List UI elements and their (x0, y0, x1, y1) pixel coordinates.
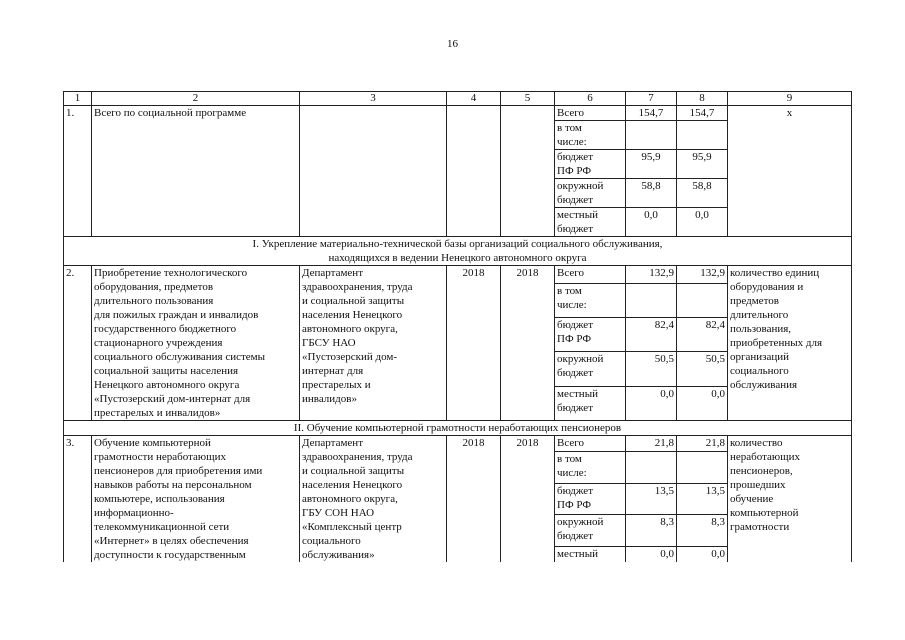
amount-col7: 13,5 (626, 483, 677, 514)
year-end: 2018 (501, 266, 555, 421)
amount-col7: 0,0 (626, 386, 677, 420)
result-indicator: количество неработающих пенсионеров, прошедших обучение компьютерной грамотности (728, 436, 852, 563)
amount-col7: 95,9 (626, 150, 677, 179)
activity-name: Обучение компьютерной грамотности неработающих пенсионеров для приобретения ими навыков работы на персональном компьютере, использования информационно- телекоммуникационной сети «Интернет» в целях обеспечения доступности к государственным (92, 436, 300, 563)
fund-source-label: окружной бюджет (555, 515, 626, 546)
amount-col7 (626, 283, 677, 317)
amount-col8 (677, 121, 728, 150)
column-header-3: 3 (300, 92, 447, 106)
section-title: I. Укрепление материально-технической базы организаций социального обслуживания, находящихся в ведении Ненецкого автономного округа (64, 237, 852, 266)
amount-col8 (677, 452, 728, 483)
amount-col8: 82,4 (677, 318, 728, 352)
amount-col8: 0,0 (677, 208, 728, 237)
amount-col8: 8,3 (677, 515, 728, 546)
amount-col8: 95,9 (677, 150, 728, 179)
amount-col7 (626, 121, 677, 150)
fund-source-label: Всего (555, 266, 626, 284)
fund-source-label: местный (555, 546, 626, 562)
row-number: 1. (64, 106, 92, 237)
program-table (63, 91, 852, 562)
amount-col7: 21,8 (626, 436, 677, 452)
column-header-4: 4 (447, 92, 501, 106)
fund-source-label: бюджет ПФ РФ (555, 483, 626, 514)
amount-col7: 82,4 (626, 318, 677, 352)
executor: Департамент здравоохранения, труда и социальной защиты населения Ненецкого автономного округа, ГБУ СОН НАО «Комплексный центр социального обслуживания» (300, 436, 447, 563)
column-header-5: 5 (501, 92, 555, 106)
row-number: 2. (64, 266, 92, 421)
amount-col7: 132,9 (626, 266, 677, 284)
amount-col7: 0,0 (626, 546, 677, 562)
year-start: 2018 (447, 436, 501, 563)
activity-name: Всего по социальной программе (92, 106, 300, 237)
fund-source-label: в том числе: (555, 452, 626, 483)
fund-source-label: бюджет ПФ РФ (555, 150, 626, 179)
column-header-1: 1 (64, 92, 92, 106)
amount-col8: 50,5 (677, 352, 728, 386)
amount-col8: 13,5 (677, 483, 728, 514)
column-header-8: 8 (677, 92, 728, 106)
year-end: 2018 (501, 436, 555, 563)
amount-col7: 50,5 (626, 352, 677, 386)
result-indicator: х (728, 106, 852, 237)
column-header-2: 2 (92, 92, 300, 106)
fund-source-label: Всего (555, 436, 626, 452)
section-title: II. Обучение компьютерной грамотности неработающих пенсионеров (64, 421, 852, 436)
amount-col7: 154,7 (626, 106, 677, 121)
year-start (447, 106, 501, 237)
amount-col7: 58,8 (626, 179, 677, 208)
column-header-7: 7 (626, 92, 677, 106)
executor (300, 106, 447, 237)
amount-col8 (677, 283, 728, 317)
header-row (64, 92, 852, 106)
section-row (64, 237, 852, 266)
column-header-6: 6 (555, 92, 626, 106)
amount-col7: 8,3 (626, 515, 677, 546)
table-row (64, 436, 852, 452)
fund-source-label: в том числе: (555, 283, 626, 317)
section-row (64, 421, 852, 436)
fund-source-label: Всего (555, 106, 626, 121)
row-number: 3. (64, 436, 92, 563)
fund-source-label: окружной бюджет (555, 179, 626, 208)
amount-col8: 132,9 (677, 266, 728, 284)
year-start: 2018 (447, 266, 501, 421)
fund-source-label: местный бюджет (555, 386, 626, 420)
amount-col8: 21,8 (677, 436, 728, 452)
table-row (64, 106, 852, 121)
page-number: 16 (447, 38, 458, 50)
amount-col8: 0,0 (677, 546, 728, 562)
fund-source-label: местный бюджет (555, 208, 626, 237)
column-header-9: 9 (728, 92, 852, 106)
fund-source-label: окружной бюджет (555, 352, 626, 386)
year-end (501, 106, 555, 237)
executor: Департамент здравоохранения, труда и социальной защиты населения Ненецкого автономного округа, ГБСУ НАО «Пустозерский дом- интернат для престарелых и инвалидов» (300, 266, 447, 421)
amount-col8: 58,8 (677, 179, 728, 208)
table-row (64, 266, 852, 284)
amount-col7 (626, 452, 677, 483)
amount-col8: 154,7 (677, 106, 728, 121)
activity-name: Приобретение технологического оборудования, предметов длительного пользования для пожилых граждан и инвалидов государственного бюджетного стационарного учреждения социального обслуживания системы социальной защиты населения Ненецкого автономного округа «Пустозерский дом-интернат для престарелых и инвалидов» (92, 266, 300, 421)
fund-source-label: в том числе: (555, 121, 626, 150)
result-indicator: количество единиц оборудования и предметов длительного пользования, приобретенных для организаций социального обслуживания (728, 266, 852, 421)
amount-col7: 0,0 (626, 208, 677, 237)
amount-col8: 0,0 (677, 386, 728, 420)
fund-source-label: бюджет ПФ РФ (555, 318, 626, 352)
